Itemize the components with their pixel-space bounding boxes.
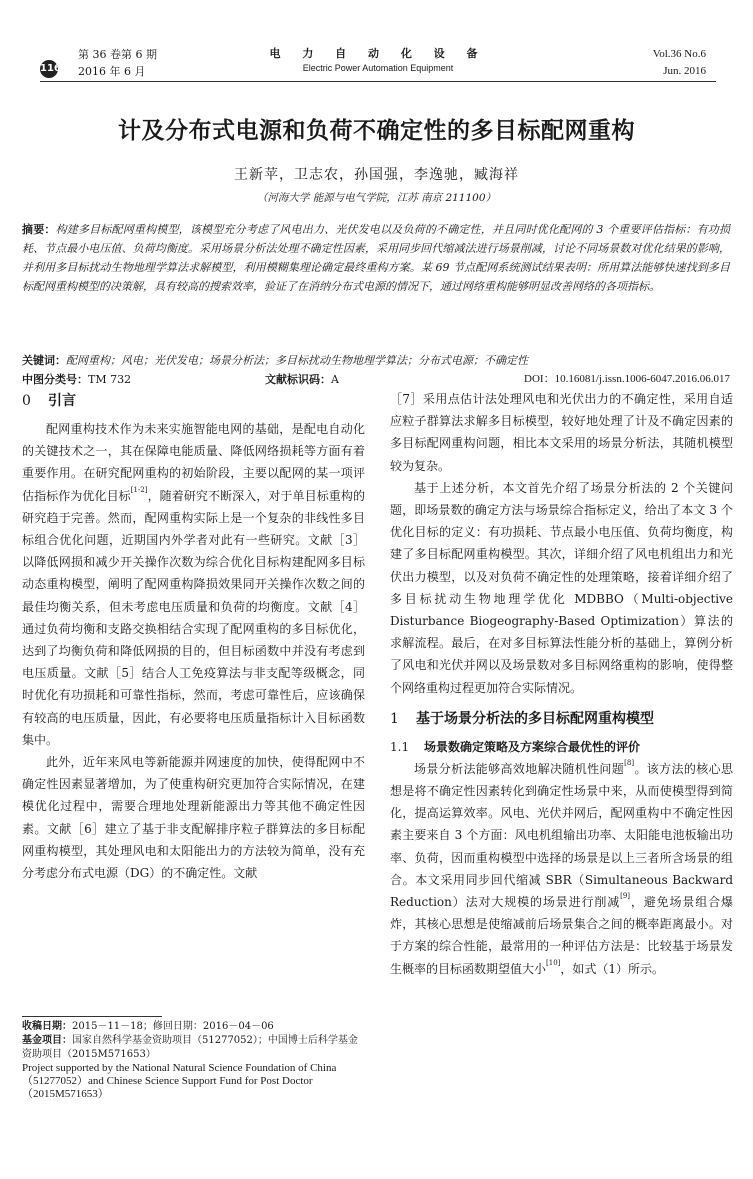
keywords-text: 配网重构；风电；光伏发电；场景分析法；多目标扰动生物地理学算法；分布式电源；不确定性 (66, 354, 528, 367)
subsection-1-1-title: 场景数确定策略及方案综合最优性的评价 (424, 739, 641, 754)
header-divider (40, 81, 716, 82)
paragraph: 配网重构技术作为未来实施智能电网的基础，是配电自动化的关键技术之一，其在保障电能质量、降低网络损耗等方面有着重要作用。在研究配网重构的初始阶段，主要以配网的某一项评估指标作为优化目标[1-2]，随着研究不断深入，对于单目标重构的研究趋于完善。然而，配网重构实际上是一个复杂的非线性多目标组合优化问题，近期国内外学者对此有一些研究。文献［3］以降低网损和减少开关操作次数为综合优化目标构建配网多目标动态重构模型，阐明了配网重构降损效果同开关操作次数之间的最佳均衡关系，但未考虑电压质量和负荷的均衡度。文献［4］通过负荷均衡和支路交换相结合实现了配网重构的多目标优化，达到了均衡负荷和降低网损的目的，但目标函数中并没有考虑到电压质量。文献［5］结合人工免疫算法与非支配等级概念，同时优化有功损耗和可靠性指标，然而，考虑可靠性后，应该确保有较高的电压质量，因此，有必要将电压质量指标计入目标函数集中。 (22, 422, 365, 747)
paper-affiliation: （河海大学 能源与电气学院，江苏 南京 211100） (256, 192, 497, 204)
abstract-text: 构建多目标配网重构模型，该模型充分考虑了风电出力、光伏发电以及负荷的不确定性，并且同时优化配网的 3 个重要评估指标：有功损耗、节点最小电压值、负荷均衡度。采用场景分析法处理不确定性因素，采用同步回代缩减法进行场景削减，讨论不同场景数对优化结果的影响，并利用多目标扰动生物地理学算法求解模型，利用模糊集理论确定最终重构方案。某 69 节点配网系统测试结果表明：所用算法能够快速找到多目标配网重构模型的决策解，具有较高的搜索效率，验证了在消纳分布式电源的情况下，通过网络重构能够明显改善网络的各项指标。 (22, 223, 730, 293)
citation: [9] (620, 892, 631, 901)
doc-value: A (331, 373, 339, 386)
volume-cn: 第 36 卷第 6 期 (78, 48, 157, 61)
doi: DOI：10.16081/j.issn.1006-6047.2016.06.017 (524, 373, 730, 385)
header-right (653, 46, 706, 80)
section-1-title: 基于场景分析法的多目标配网重构模型 (416, 710, 654, 727)
fund-info: 基金项目：国家自然科学基金资助项目（51277052）；中国博士后科学基金资助项目（2015M571653） (22, 1035, 358, 1060)
paper-authors: 王新苹，卫志农，孙国强，李逸驰，臧海祥 (234, 167, 519, 183)
paragraph: 基于上述分析，本文首先介绍了场景分析法的 2 个关键问题，即场景数的确定方法与场景综合指标定义，给出了本文 3 个优化目标的定义：有功损耗、节点最小电压值、负荷均衡度，构建了多目标配网重构模型。其次，详细介绍了风电机组出力和光伏出力模型，以及对负荷不确定性的处理策略，接着详细介绍了多目标扰动生物地理学优化 MDBBO（Multi-objective Disturbance Biogeography-Based Optimization）算法的求解流程。最后，在对多目标算法性能分析的基础上，算例分析了风电和光伏并网以及场景数对多目标网络重构的影响，使得整个网络重构过程更加符合实际情况。 (390, 480, 733, 695)
citation: [1-2] (130, 485, 148, 494)
footnote-divider (22, 1016, 162, 1017)
keywords-label: 关键词： (22, 354, 66, 367)
date-cn: 2016 年 6 月 (78, 65, 146, 78)
date-en: Jun. 2016 (663, 65, 706, 77)
received-date: 收稿日期：2015－11－18；修回日期：2016－04－06 (22, 1021, 274, 1032)
left-column (22, 388, 365, 884)
abstract-label: 摘要： (22, 223, 56, 236)
clc-code (22, 370, 131, 389)
section-1-heading (390, 708, 733, 730)
footnote (22, 1020, 365, 1101)
doc-code (265, 370, 339, 389)
page-number-badge: 116 (40, 60, 58, 78)
clc-value: TM 732 (88, 373, 132, 386)
page-header (40, 44, 716, 84)
paragraph: ［7］采用点估计法处理风电和光伏出力的不确定性，采用自适应粒子群算法求解多目标模型，较好地处理了计及不确定因素的多目标配网重构问题，相比本文采用的场景分析法，其随机模型较为复杂。 (390, 392, 733, 473)
journal-name-en: Electric Power Automation Equipment (302, 63, 454, 73)
fund-info-en: Project supported by the National Natural Science Foundation of China（51277052）and Chinese Science Support Fund for Post Doctor（2015M571653） (22, 1062, 337, 1100)
section-0-heading (22, 390, 365, 412)
paragraph: 此外，近年来风电等新能源并网速度的加快，使得配网中不确定性因素显著增加，为了使重构研究更加符合实际情况，在建模优化过程中，需要合理地处理新能源出力等其他不确定性因素。文献［6］建立了基于非支配解排序粒子群算法的多目标配网重构模型，其处理风电和太阳能出力的方法较为简单，没有充分考虑分布式电源（DG）的不确定性。文献 (22, 755, 365, 881)
paragraph: 场景分析法能够高效地解决随机性问题[8]。该方法的核心思想是将不确定性因素转化到确定性场景中来，从而使模型得到简化，提高运算效率。风电、光伏并网后，配网重构中不确定性因素主要来自 3 个方面：风电机组输出功率、太阳能电池板输出功率、负荷，因而重构模型中选择的场景是以上三者所含场景的组合。本文采用同步回代缩减 SBR（Simultaneous Backward Reduction）法对大规模的场景进行削减[9]，避免场景组合爆炸，其核心思想是使缩减前后场景集合之间的概率距离最小。对于方案的综合性能，最常用的一种评估方法是：比较基于场景发生概率的目标函数期望值大小[10]，如式（1）所示。 (390, 758, 733, 976)
subsection-1-1-heading (390, 736, 733, 758)
right-column (390, 388, 733, 980)
header-center (40, 46, 716, 75)
doc-label: 文献标识码： (265, 373, 331, 386)
section-0-title: 引言 (48, 393, 76, 409)
citation: [8] (624, 758, 635, 767)
paper-title: 计及分布式电源和负荷不确定性的多目标配网重构 (118, 117, 635, 144)
clc-label: 中图分类号： (22, 373, 88, 386)
subsection-1-1-number: 1.1 (390, 739, 410, 754)
section-0-number: 0 (22, 393, 31, 409)
section-1-number: 1 (390, 710, 399, 727)
abstract (22, 220, 730, 296)
journal-name-cn: 电 力 自 动 化 设 备 (269, 47, 487, 60)
keywords (22, 351, 730, 370)
citation: [10] (546, 958, 561, 967)
volume-en: Vol.36 No.6 (652, 48, 706, 60)
